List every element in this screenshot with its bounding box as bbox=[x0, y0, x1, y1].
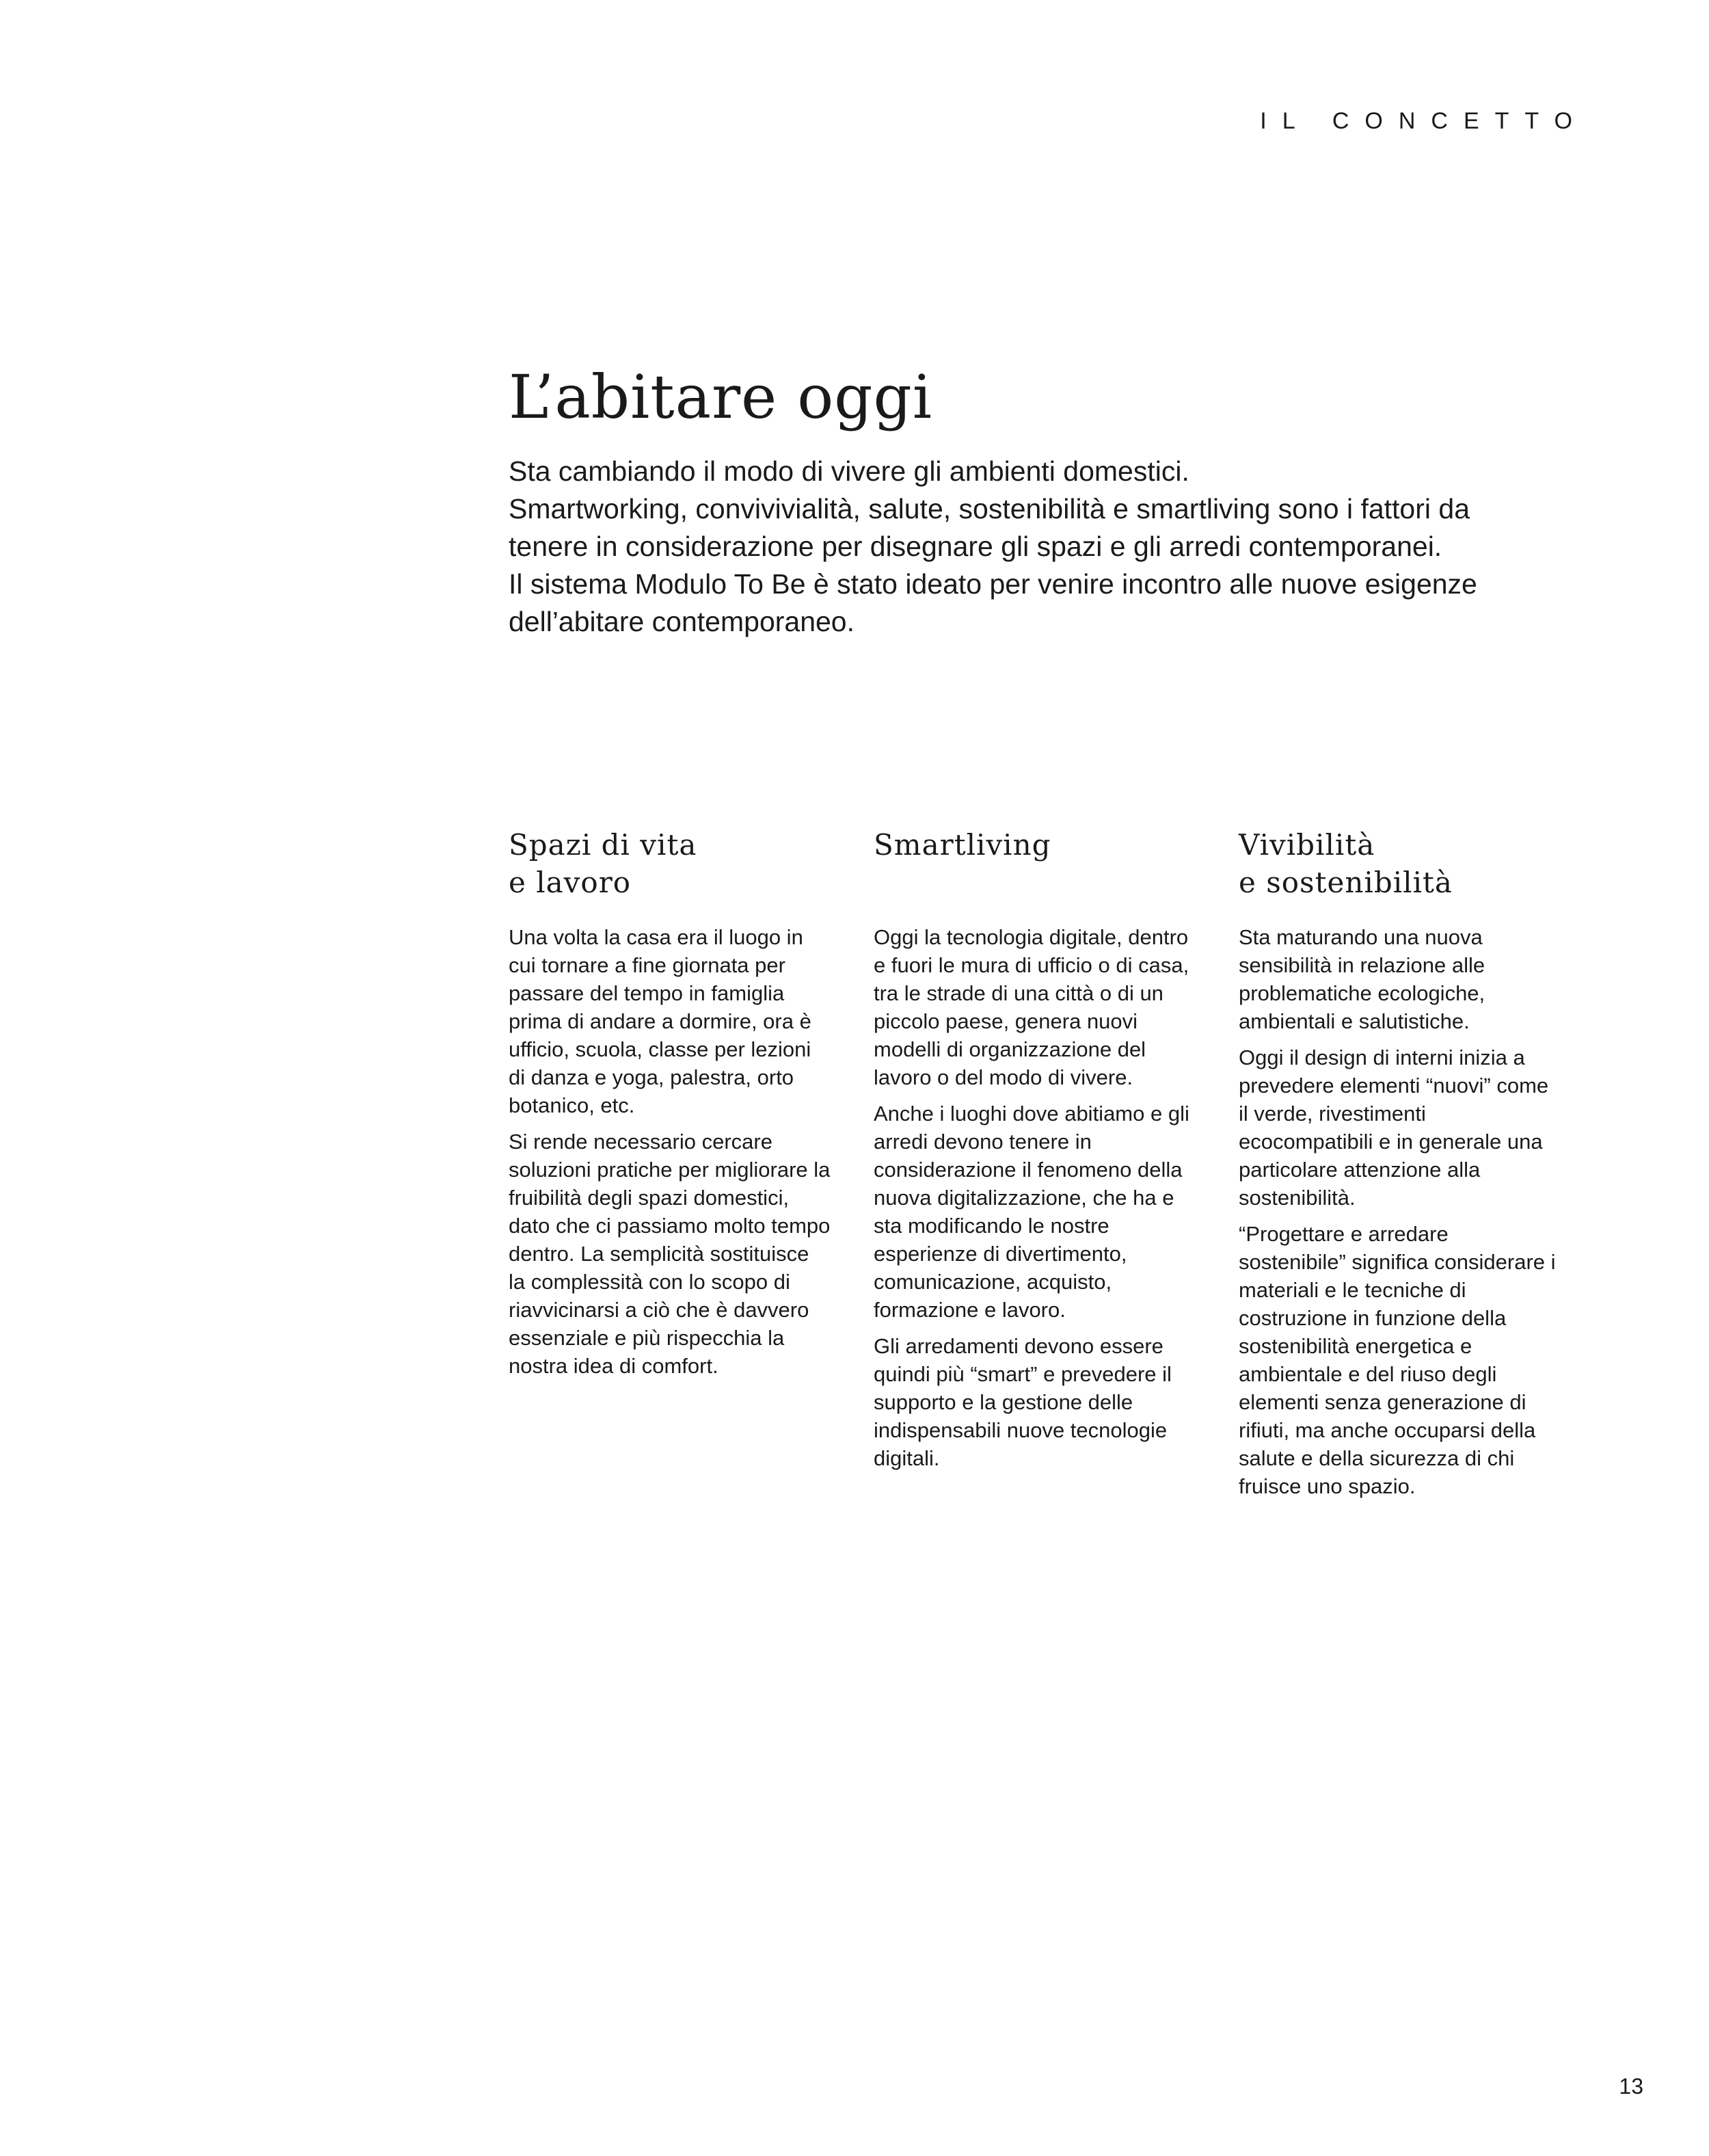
page-title: L’abitare oggi bbox=[509, 362, 932, 432]
intro-paragraph: Smartworking, convivivialità, salute, sostenibilità e smartliving sono i fattori da tenere in considerazione per disegnare gli spazi e gli arredi contemporanei. bbox=[509, 493, 1470, 562]
column-paragraph: Una volta la casa era il luogo in cui tornare a fine giornata per passare del tempo in famiglia prima di andare a dormire, ora è ufficio, scuola, classe per lezioni di danza e yoga, palestra, orto botanico, etc. bbox=[509, 925, 811, 1117]
intro-paragraph: Il sistema Modulo To Be è stato ideato per venire incontro alle nuove esigenze dell’abitare contemporaneo. bbox=[509, 568, 1477, 637]
column-smartliving bbox=[874, 826, 1196, 1508]
column-body bbox=[1239, 923, 1561, 1500]
column-spazi-di-vita bbox=[509, 826, 831, 1508]
topic-columns bbox=[509, 826, 1561, 1508]
column-paragraph: Oggi il design di interni inizia a prevedere elementi “nuovi” come il verde, rivestimenti ecocompatibili e in generale una particolare attenzione alla sostenibilità. bbox=[1239, 1046, 1549, 1210]
column-title-line: e lavoro bbox=[509, 866, 632, 899]
column-title-line: Spazi di vita bbox=[509, 828, 697, 862]
column-paragraph: Anche i luoghi dove abitiamo e gli arredi devono tenere in considerazione il fenomeno della nuova digitalizzazione, che ha e sta modificando le nostre esperienze di divertimento, comunicazione, acquisto, formazione e lavoro. bbox=[874, 1102, 1189, 1322]
column-title bbox=[509, 826, 831, 923]
column-paragraph: “Progettare e arredare sostenibile” significa considerare i materiali e le tecniche di costruzione in funzione della sostenibilità energetica e ambientale e del riuso degli elementi senza generazione di rifiuti, ma anche occuparsi della salute e della sicurezza di chi fruisce uno spazio. bbox=[1239, 1222, 1556, 1498]
column-title-line: Smartliving bbox=[874, 828, 1051, 862]
column-paragraph: Oggi la tecnologia digitale, dentro e fuori le mura di ufficio o di casa, tra le strade di una città o di un piccolo paese, genera nuovi modelli di organizzazione del lavoro o del modo di vivere. bbox=[874, 925, 1189, 1089]
column-title-line: e sostenibilità bbox=[1239, 866, 1453, 899]
column-title bbox=[874, 826, 1196, 923]
column-paragraph: Gli arredamenti devono essere quindi più “smart” e prevedere il supporto e la gestione delle indispensabili nuove tecnologie digitali. bbox=[874, 1334, 1172, 1470]
column-paragraph: Sta maturando una nuova sensibilità in relazione alle problematiche ecologiche, ambientali e salutistiche. bbox=[1239, 925, 1485, 1033]
column-body bbox=[874, 923, 1196, 1472]
intro-text bbox=[509, 453, 1479, 641]
column-body bbox=[509, 923, 831, 1380]
intro-paragraph: Sta cambiando il modo di vivere gli ambienti domestici. bbox=[509, 455, 1189, 487]
column-title bbox=[1239, 826, 1561, 923]
column-vivibilita bbox=[1239, 826, 1561, 1508]
section-label: IL CONCETTO bbox=[1260, 108, 1588, 134]
column-paragraph: Si rende necessario cercare soluzioni pratiche per migliorare la fruibilità degli spazi domestici, dato che ci passiamo molto tempo dentro. La semplicità sostituisce la complessità con lo scopo di riavvicinarsi a ciò che è davvero essenziale e più rispecchia la nostra idea di comfort. bbox=[509, 1130, 831, 1378]
column-title-line: Vivibilità bbox=[1239, 828, 1375, 862]
page-number: 13 bbox=[1619, 2074, 1643, 2099]
